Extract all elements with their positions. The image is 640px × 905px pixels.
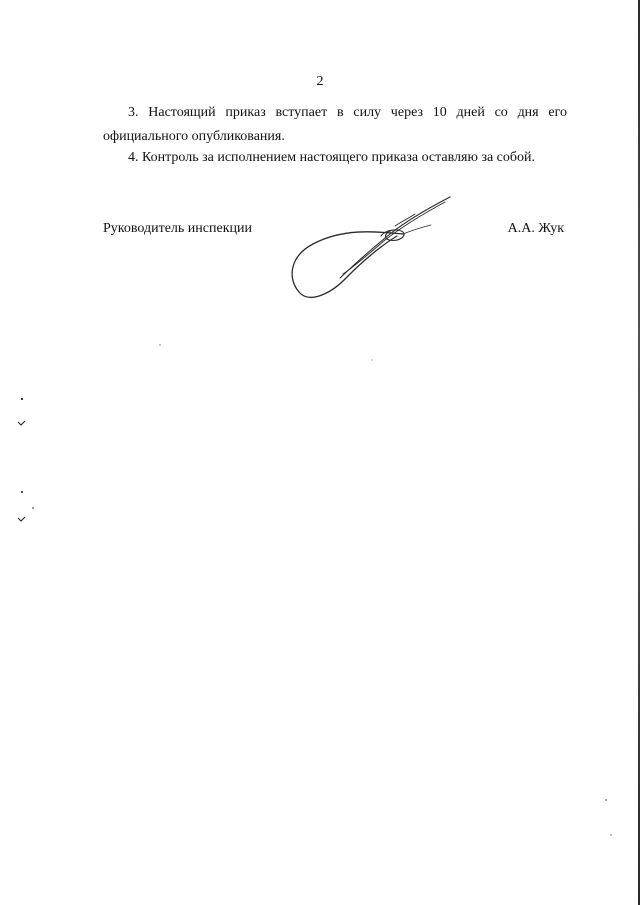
handwritten-signature [285, 192, 460, 307]
paragraph-3-line-2: официального опубликования. [103, 129, 285, 144]
signature-loop-stroke [292, 232, 403, 298]
paragraph-3-line-1: 3. Настоящий приказ вступает в силу через 10 дней со дня его [128, 105, 567, 120]
paragraph-4: 4. Контроль за исполнением настоящего приказа оставляю за собой. [128, 150, 536, 165]
signatory-name: А.А. Жук [507, 221, 564, 236]
page-number: 2 [316, 74, 324, 89]
signatory-title: Руководитель инспекции [103, 221, 252, 236]
paragraph-3 [103, 101, 567, 149]
signature-tick-stroke [395, 214, 415, 226]
signature-tail-stroke [403, 225, 431, 234]
